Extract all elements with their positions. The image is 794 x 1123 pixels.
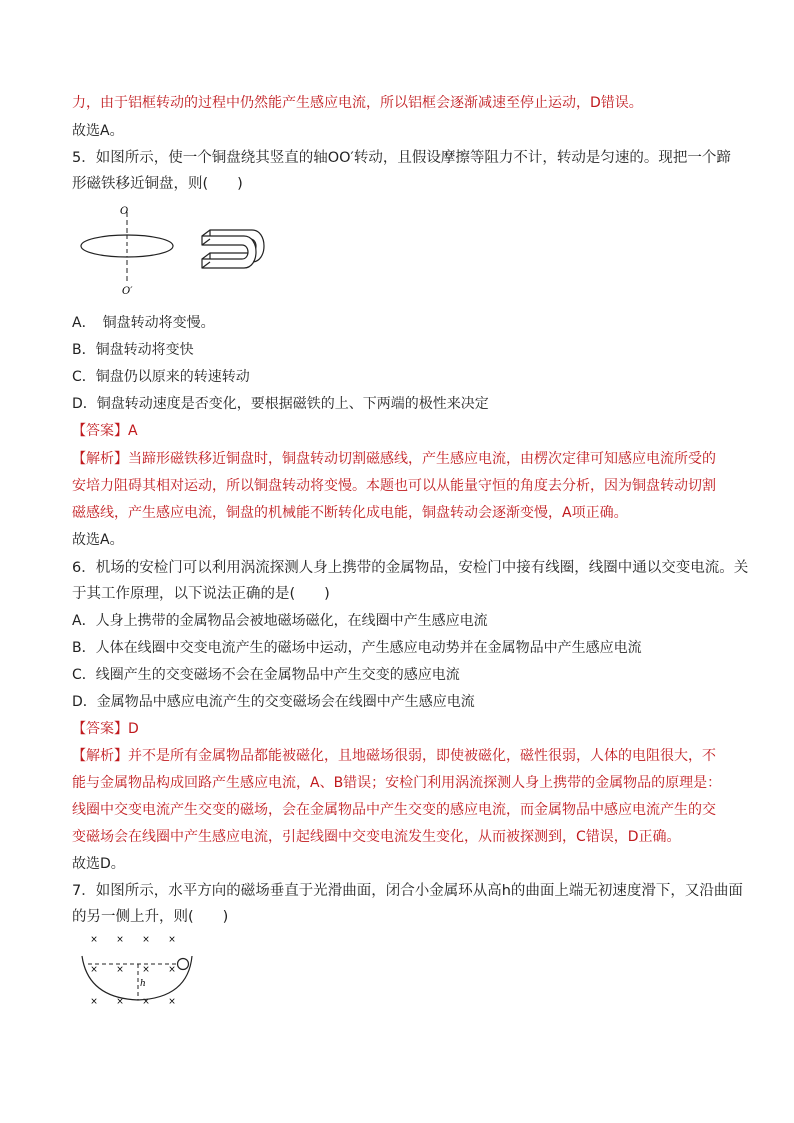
q6-option-d: D．金属物品中感应电流产生的交变磁场会在线圈中产生感应电流 — [72, 694, 475, 710]
field-mark: × — [142, 965, 150, 975]
q7-curved-track-figure — [76, 934, 200, 1008]
q5-answer-choice: 故选A。 — [72, 532, 124, 548]
field-mark: × — [168, 935, 176, 945]
q5-analysis-line3: 磁感线，产生感应电流，铜盘的机械能不断转化成电能，铜盘转动会逐渐变慢，A项正确。 — [72, 505, 628, 521]
field-mark: × — [116, 997, 124, 1007]
curved-surface — [82, 956, 192, 1000]
prev-analysis-tail: 力，由于铝框转动的过程中仍然能产生感应电流，所以铝框会逐渐减速至停止运动，D错误。 — [72, 95, 643, 111]
field-mark: × — [116, 965, 124, 975]
q5-option-c: C．铜盘仍以原来的转速转动 — [72, 369, 250, 385]
axis-label-bottom: O′ — [122, 286, 133, 297]
prev-answer-choice: 故选A。 — [72, 123, 124, 139]
field-mark: × — [90, 935, 98, 945]
field-mark: × — [142, 935, 150, 945]
field-mark: × — [168, 997, 176, 1007]
q5-copper-disk-magnet-figure — [72, 200, 292, 300]
q6-stem-line2: 于其工作原理，以下说法正确的是( ) — [72, 586, 330, 602]
q5-analysis-line2: 安培力阻碍其相对运动，所以铜盘转动将变慢。本题也可以从能量守恒的角度去分析，因为铜盘转动切割 — [72, 478, 716, 494]
q6-answer-choice: 故选D。 — [72, 856, 125, 872]
q6-analysis-line4: 变磁场会在线圈中产生感应电流，引起线圈中交变电流发生变化，从而被探测到，C错误，D正确。 — [72, 829, 681, 845]
field-mark: × — [142, 997, 150, 1007]
q5-analysis-line1: 【解析】当蹄形磁铁移近铜盘时，铜盘转动切割磁感线，产生感应电流，由楞次定律可知感应电流所受的 — [72, 451, 716, 467]
magnetic-field-marks — [90, 935, 176, 1007]
q6-option-c: C．线圈产生的交变磁场不会在金属物品中产生交变的感应电流 — [72, 667, 460, 683]
field-mark: × — [90, 965, 98, 975]
field-mark: × — [90, 997, 98, 1007]
field-mark: × — [168, 965, 176, 975]
q5-option-d: D．铜盘转动速度是否变化，要根据磁铁的上、下两端的极性来决定 — [72, 396, 489, 412]
field-mark: × — [116, 935, 124, 945]
q5-stem-line1: 5．如图所示，使一个铜盘绕其竖直的轴OO′转动，且假设摩擦等阻力不计，转动是匀速的。现把一个蹄 — [72, 150, 731, 166]
q5-option-b: B．铜盘转动将变快 — [72, 342, 194, 358]
axis-label-top: O — [120, 206, 129, 217]
q6-analysis-line1: 【解析】并不是所有金属物品都能被磁化，且地磁场很弱，即使被磁化，磁性很弱，人体的电阻很大，不 — [72, 748, 716, 764]
q6-option-a: A．人身上携带的金属物品会被地磁场磁化，在线圈中产生感应电流 — [72, 613, 488, 629]
q6-option-b: B．人体在线圈中交变电流产生的磁场中运动，产生感应电动势并在金属物品中产生感应电流 — [72, 640, 642, 656]
height-label: h — [140, 979, 146, 989]
q6-analysis-line2: 能与金属物品构成回路产生感应电流，A、B错误；安检门利用涡流探测人身上携带的金属物品的原理是： — [72, 775, 722, 791]
q7-stem-line2: 的另一侧上升，则( ) — [72, 909, 229, 925]
q5-option-a: A． 铜盘转动将变慢。 — [72, 315, 215, 331]
q6-answer: 【答案】D — [72, 721, 139, 737]
q6-stem-line1: 6．机场的安检门可以利用涡流探测人身上携带的金属物品，安检门中接有线圈，线圈中通以交变电流。关 — [72, 560, 749, 576]
horseshoe-magnet — [202, 230, 264, 268]
q5-answer: 【答案】A — [72, 423, 138, 439]
q7-stem-line1: 7．如图所示，水平方向的磁场垂直于光滑曲面，闭合小金属环从高h的曲面上端无初速度滑下，又沿曲面 — [72, 883, 743, 899]
q6-analysis-line3: 线圈中交变电流产生交变的磁场，会在金属物品中产生交变的感应电流，而金属物品中感应电流产生的交 — [72, 802, 716, 818]
metal-ring — [178, 959, 189, 970]
q5-stem-line2: 形磁铁移近铜盘，则( ) — [72, 176, 243, 192]
